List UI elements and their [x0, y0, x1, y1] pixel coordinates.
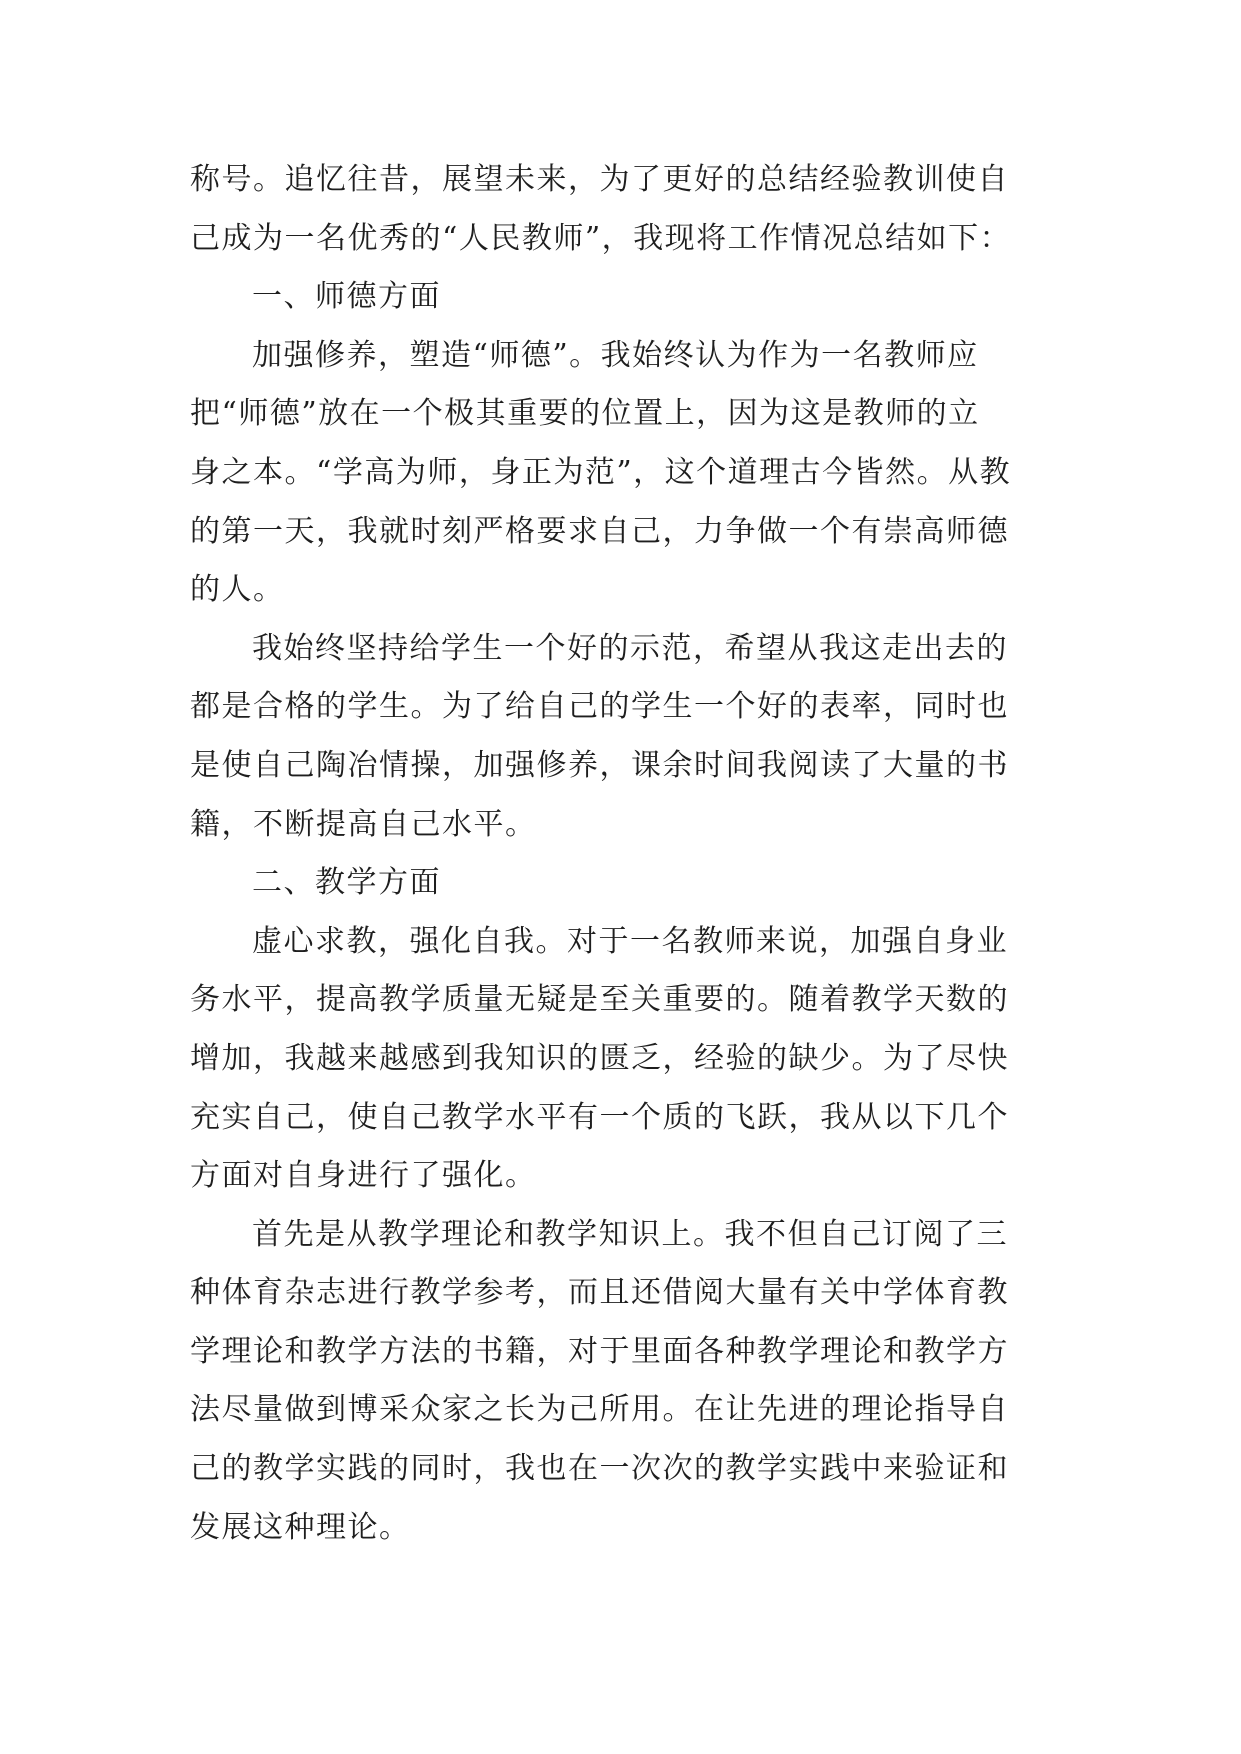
body-line: 法尽量做到博采众家之长为己所用。在让先进的理论指导自 [190, 1392, 1009, 1428]
body-line: 称号。追忆往昔，展望未来，为了更好的总结经验教训使自 [190, 162, 1009, 197]
body-line: 务水平，提高教学质量无疑是至关重要的。随着教学天数的 [190, 982, 1009, 1018]
section-heading: 一、师德方面 [252, 279, 441, 315]
body-line: 把“师德”放在一个极其重要的位置上，因为这是教师的立 [190, 396, 980, 432]
body-line: 发展这种理论。 [190, 1509, 411, 1545]
body-line: 的人。 [190, 572, 285, 608]
body-line: 增加，我越来越感到我知识的匮乏，经验的缺少。为了尽快 [190, 1040, 1009, 1076]
paragraph-start-line: 我始终坚持给学生一个好的示范，希望从我这走出去的 [252, 630, 1008, 666]
paragraph-start-line: 加强修养，塑造“师德”。我始终认为作为一名教师应 [252, 337, 979, 373]
body-line: 都是合格的学生。为了给自己的学生一个好的表率，同时也 [190, 689, 1009, 725]
body-line: 籍，不断提高自己水平。 [190, 806, 537, 842]
paragraph-start-line: 首先是从教学理论和教学知识上。我不但自己订阅了三 [252, 1216, 1008, 1252]
body-line: 学理论和教学方法的书籍，对于里面各种教学理论和教学方 [190, 1333, 1009, 1369]
body-line: 是使自己陶冶情操，加强修养，课余时间我阅读了大量的书 [190, 747, 1009, 783]
body-line: 己的教学实践的同时，我也在一次次的教学实践中来验证和 [190, 1451, 1009, 1487]
document-body [190, 151, 1050, 1557]
body-line: 种体育杂志进行教学参考，而且还借阅大量有关中学体育教 [190, 1275, 1009, 1311]
paragraph-start-line: 虚心求教，强化自我。对于一名教师来说，加强自身业 [252, 923, 1008, 959]
body-line: 身之本。“学高为师，身正为范”，这个道理古今皆然。从教 [190, 454, 1012, 490]
body-line: 己成为一名优秀的“人民教师”，我现将工作情况总结如下： [190, 220, 1012, 256]
body-line: 方面对自身进行了强化。 [190, 1158, 537, 1194]
body-line: 的第一天，我就时刻严格要求自己，力争做一个有崇高师德 [190, 513, 1009, 549]
body-line: 充实自己，使自己教学水平有一个质的飞跃，我从以下几个 [190, 1099, 1009, 1135]
section-heading: 二、教学方面 [252, 865, 441, 901]
